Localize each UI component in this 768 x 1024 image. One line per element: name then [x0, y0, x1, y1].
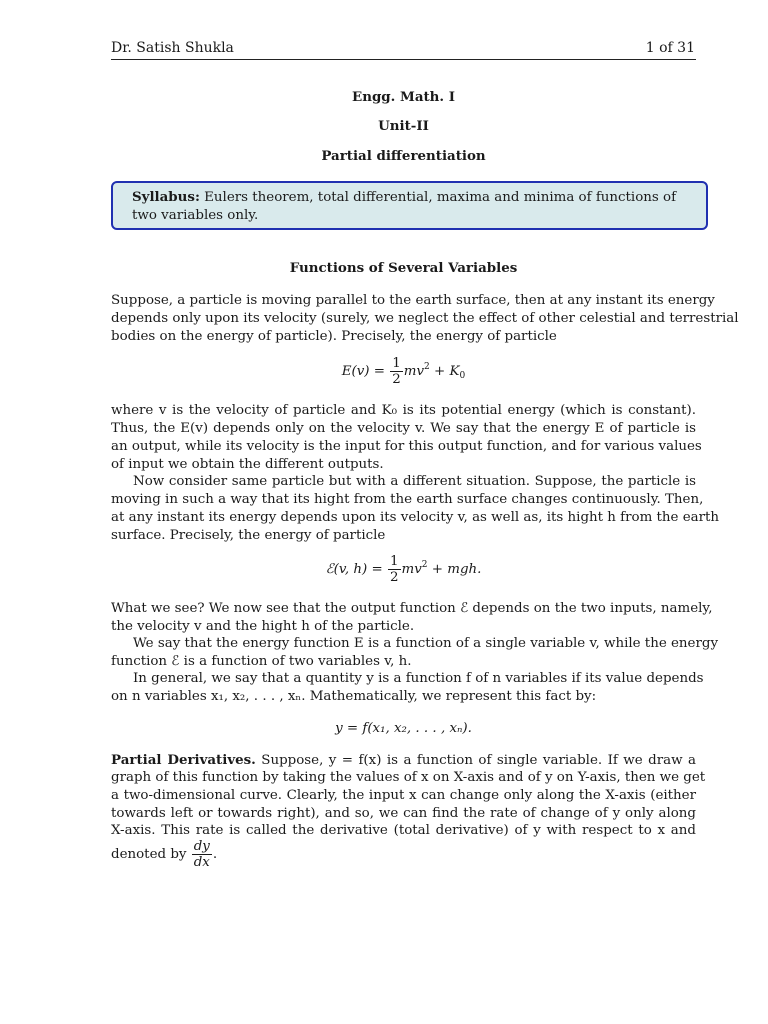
partial-derivatives-text: Suppose, y = f(x) is a function of single variable. If we draw a [255, 753, 696, 768]
equation-general-function: y = f(x₁, x₂, . . . , xₙ). [335, 721, 472, 736]
eq2-exp: 2 [421, 560, 428, 570]
unit-title: Unit-II [378, 118, 429, 134]
eq1-sub: 0 [459, 371, 466, 381]
page-number: 1 of 31 [645, 40, 695, 56]
paragraph-line: at any instant its energy depends upon its velocity v, as well as, its hight h from the earth [111, 510, 720, 525]
eq2-frac-num: 1 [390, 554, 399, 569]
paragraph-line: Thus, the E(v) depends only on the velocity v. We say that the energy E of particle is [111, 421, 696, 436]
eq2-plus-mgh: + mgh. [427, 562, 482, 577]
paragraph-line: an output, while its velocity is the input for this output function, and for various values [111, 439, 702, 454]
eq2-fraction [388, 554, 401, 585]
syllabus-line-1 [132, 188, 697, 207]
paragraph-line-partial-derivatives [111, 752, 696, 768]
topic-title: Partial differentiation [321, 148, 486, 164]
dydx-period: . [212, 847, 218, 862]
syllabus-label: Syllabus: [132, 189, 200, 205]
eq2-mv: mv [401, 562, 422, 577]
paragraph-line: of input we obtain the different outputs. [111, 457, 384, 472]
dydx-den: dx [193, 855, 210, 870]
eq1-lhs: E(v) = [341, 364, 385, 379]
paragraph-line: towards left or towards right), and so, we can find the rate of change of y only along [111, 806, 696, 821]
partial-derivatives-label: Partial Derivatives. [111, 752, 256, 768]
paragraph-line: graph of this function by taking the values of x on X-axis and of y on Y-axis, then we get [111, 770, 706, 785]
paragraph-line: bodies on the energy of particle). Precisely, the energy of particle [111, 329, 557, 344]
paragraph-line: We say that the energy function E is a function of a single variable v, while the energy [133, 636, 719, 651]
syllabus-text-1: Eulers theorem, total differential, maxima and minima of functions of [199, 190, 677, 205]
eq1-frac-den: 2 [392, 372, 401, 387]
equation-energy-velocity [111, 356, 696, 387]
paragraph-line: on n variables x₁, x₂, . . . , xₙ. Mathematically, we represent this fact by: [111, 689, 597, 704]
paragraph-line: a two-dimensional curve. Clearly, the input x can change only along the X-axis (either [111, 788, 696, 803]
course-title: Engg. Math. I [352, 89, 455, 105]
syllabus-line-2: two variables only. [132, 208, 259, 223]
eq1-fraction [390, 356, 403, 387]
dydx-num: dy [193, 839, 210, 854]
paragraph-line: What we see? We now see that the output function ℰ depends on the two inputs, namely, [111, 601, 713, 616]
paragraph-line: moving in such a way that its hight from the earth surface changes continuously. Then, [111, 492, 704, 507]
paragraph-line: function ℰ is a function of two variables v, h. [111, 654, 412, 669]
paragraph-line: surface. Precisely, the energy of particle [111, 528, 386, 543]
paragraph-line: the velocity v and the hight h of the particle. [111, 619, 415, 634]
section-heading: Functions of Several Variables [289, 260, 518, 276]
paragraph-line: Suppose, a particle is moving parallel to the earth surface, then at any instant its energy [111, 293, 715, 308]
paragraph-line-denoted-by [111, 839, 696, 870]
denoted-by-text: denoted by [111, 847, 187, 862]
eq1-mv: mv [403, 364, 425, 379]
eq2-lhs: ℰ(v, h) = [325, 562, 383, 577]
paragraph-line: X-axis. This rate is called the derivative (total derivative) of y with respect to x and [111, 823, 696, 838]
eq1-plus-k: + K [429, 364, 460, 379]
dydx-fraction [192, 839, 212, 870]
running-header-author: Dr. Satish Shukla [111, 40, 234, 56]
header-rule [111, 59, 696, 60]
eq1-exp: 2 [424, 362, 430, 372]
syllabus-box [111, 181, 708, 230]
equation-energy-velocity-height [111, 554, 696, 585]
paragraph-line: depends only upon its velocity (surely, we neglect the effect of other celestial and terrestrial [111, 311, 739, 326]
eq2-frac-den: 2 [390, 570, 399, 585]
paragraph-line: Now consider same particle but with a different situation. Suppose, the particle is [133, 474, 696, 489]
paragraph-line: In general, we say that a quantity y is a function f of n variables if its value depends [133, 671, 704, 686]
eq1-frac-num: 1 [392, 356, 401, 371]
paragraph-line: where v is the velocity of particle and K₀ is its potential energy (which is constant). [111, 403, 696, 418]
